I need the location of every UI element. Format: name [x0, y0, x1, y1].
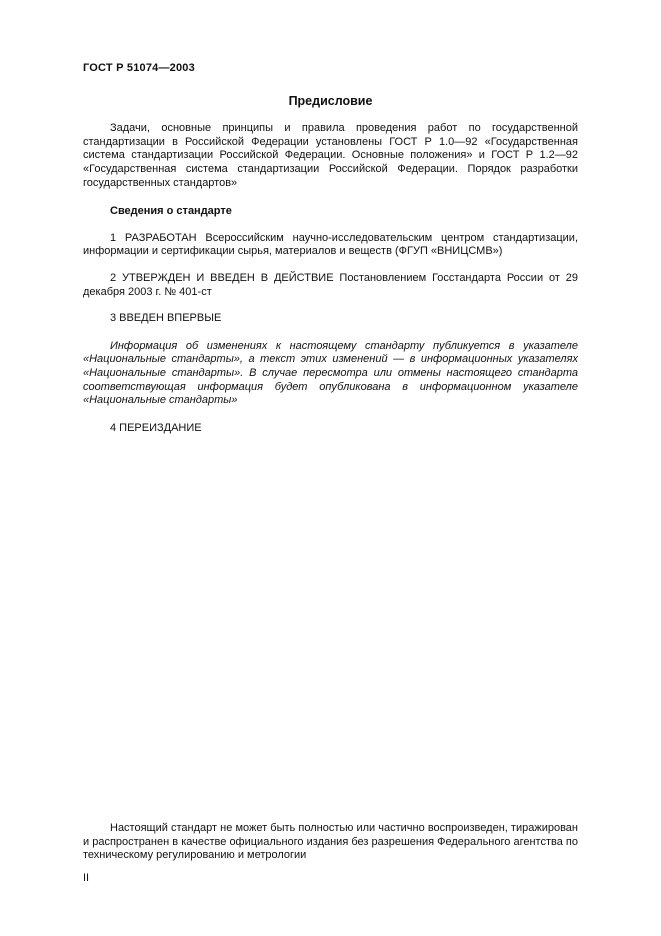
copyright-note: Настоящий стандарт не может быть полностью или частично воспроизведен, тиражирован и распространен в качестве официального издания без разрешения Федерального агентства по техническому регулированию и метрологии — [83, 822, 578, 862]
standard-item-2: 2 УТВЕРЖДЕН И ВВЕДЕН В ДЕЙСТВИЕ Постановлением Госстандарта России от 29 декабря 2003 г. № 401-ст — [83, 271, 578, 298]
standard-item-4: 4 ПЕРЕИЗДАНИЕ — [110, 421, 202, 434]
changes-info-note: Информация об изменениях к настоящему стандарту публикуется в указателе «Национальные стандарты», а текст этих изменений — в информационных указателях «Национальные стандарты». В случае пересмотра или отмены настоящего стандарта соответствующая информация будет опубликована в информационном указателе «Национальные стандарты» — [83, 339, 578, 407]
page-title: Предисловие — [288, 93, 373, 108]
doc-number: ГОСТ Р 51074—2003 — [83, 62, 195, 74]
standard-item-1: 1 РАЗРАБОТАН Всероссийским научно-исследовательским центром стандартизации, информации и сертификации сырья, материалов и веществ (ФГУП «ВНИЦСМВ») — [83, 231, 578, 258]
standard-item-3: 3 ВВЕДЕН ВПЕРВЫЕ — [110, 312, 222, 325]
section-heading: Сведения о стандарте — [110, 205, 232, 218]
intro-paragraph: Задачи, основные принципы и правила проведения работ по государственной стандартизации в Российской Федерации установлены ГОСТ Р 1.0—92 «Государственная система стандартизации Российской Федерации. Основные положения» и ГОСТ Р 1.2—92 «Государственная система стандартизации Российской Федерации. Порядок разработки государственных стандартов» — [83, 122, 578, 189]
page-number: II — [83, 871, 90, 884]
footer-block — [83, 822, 578, 885]
